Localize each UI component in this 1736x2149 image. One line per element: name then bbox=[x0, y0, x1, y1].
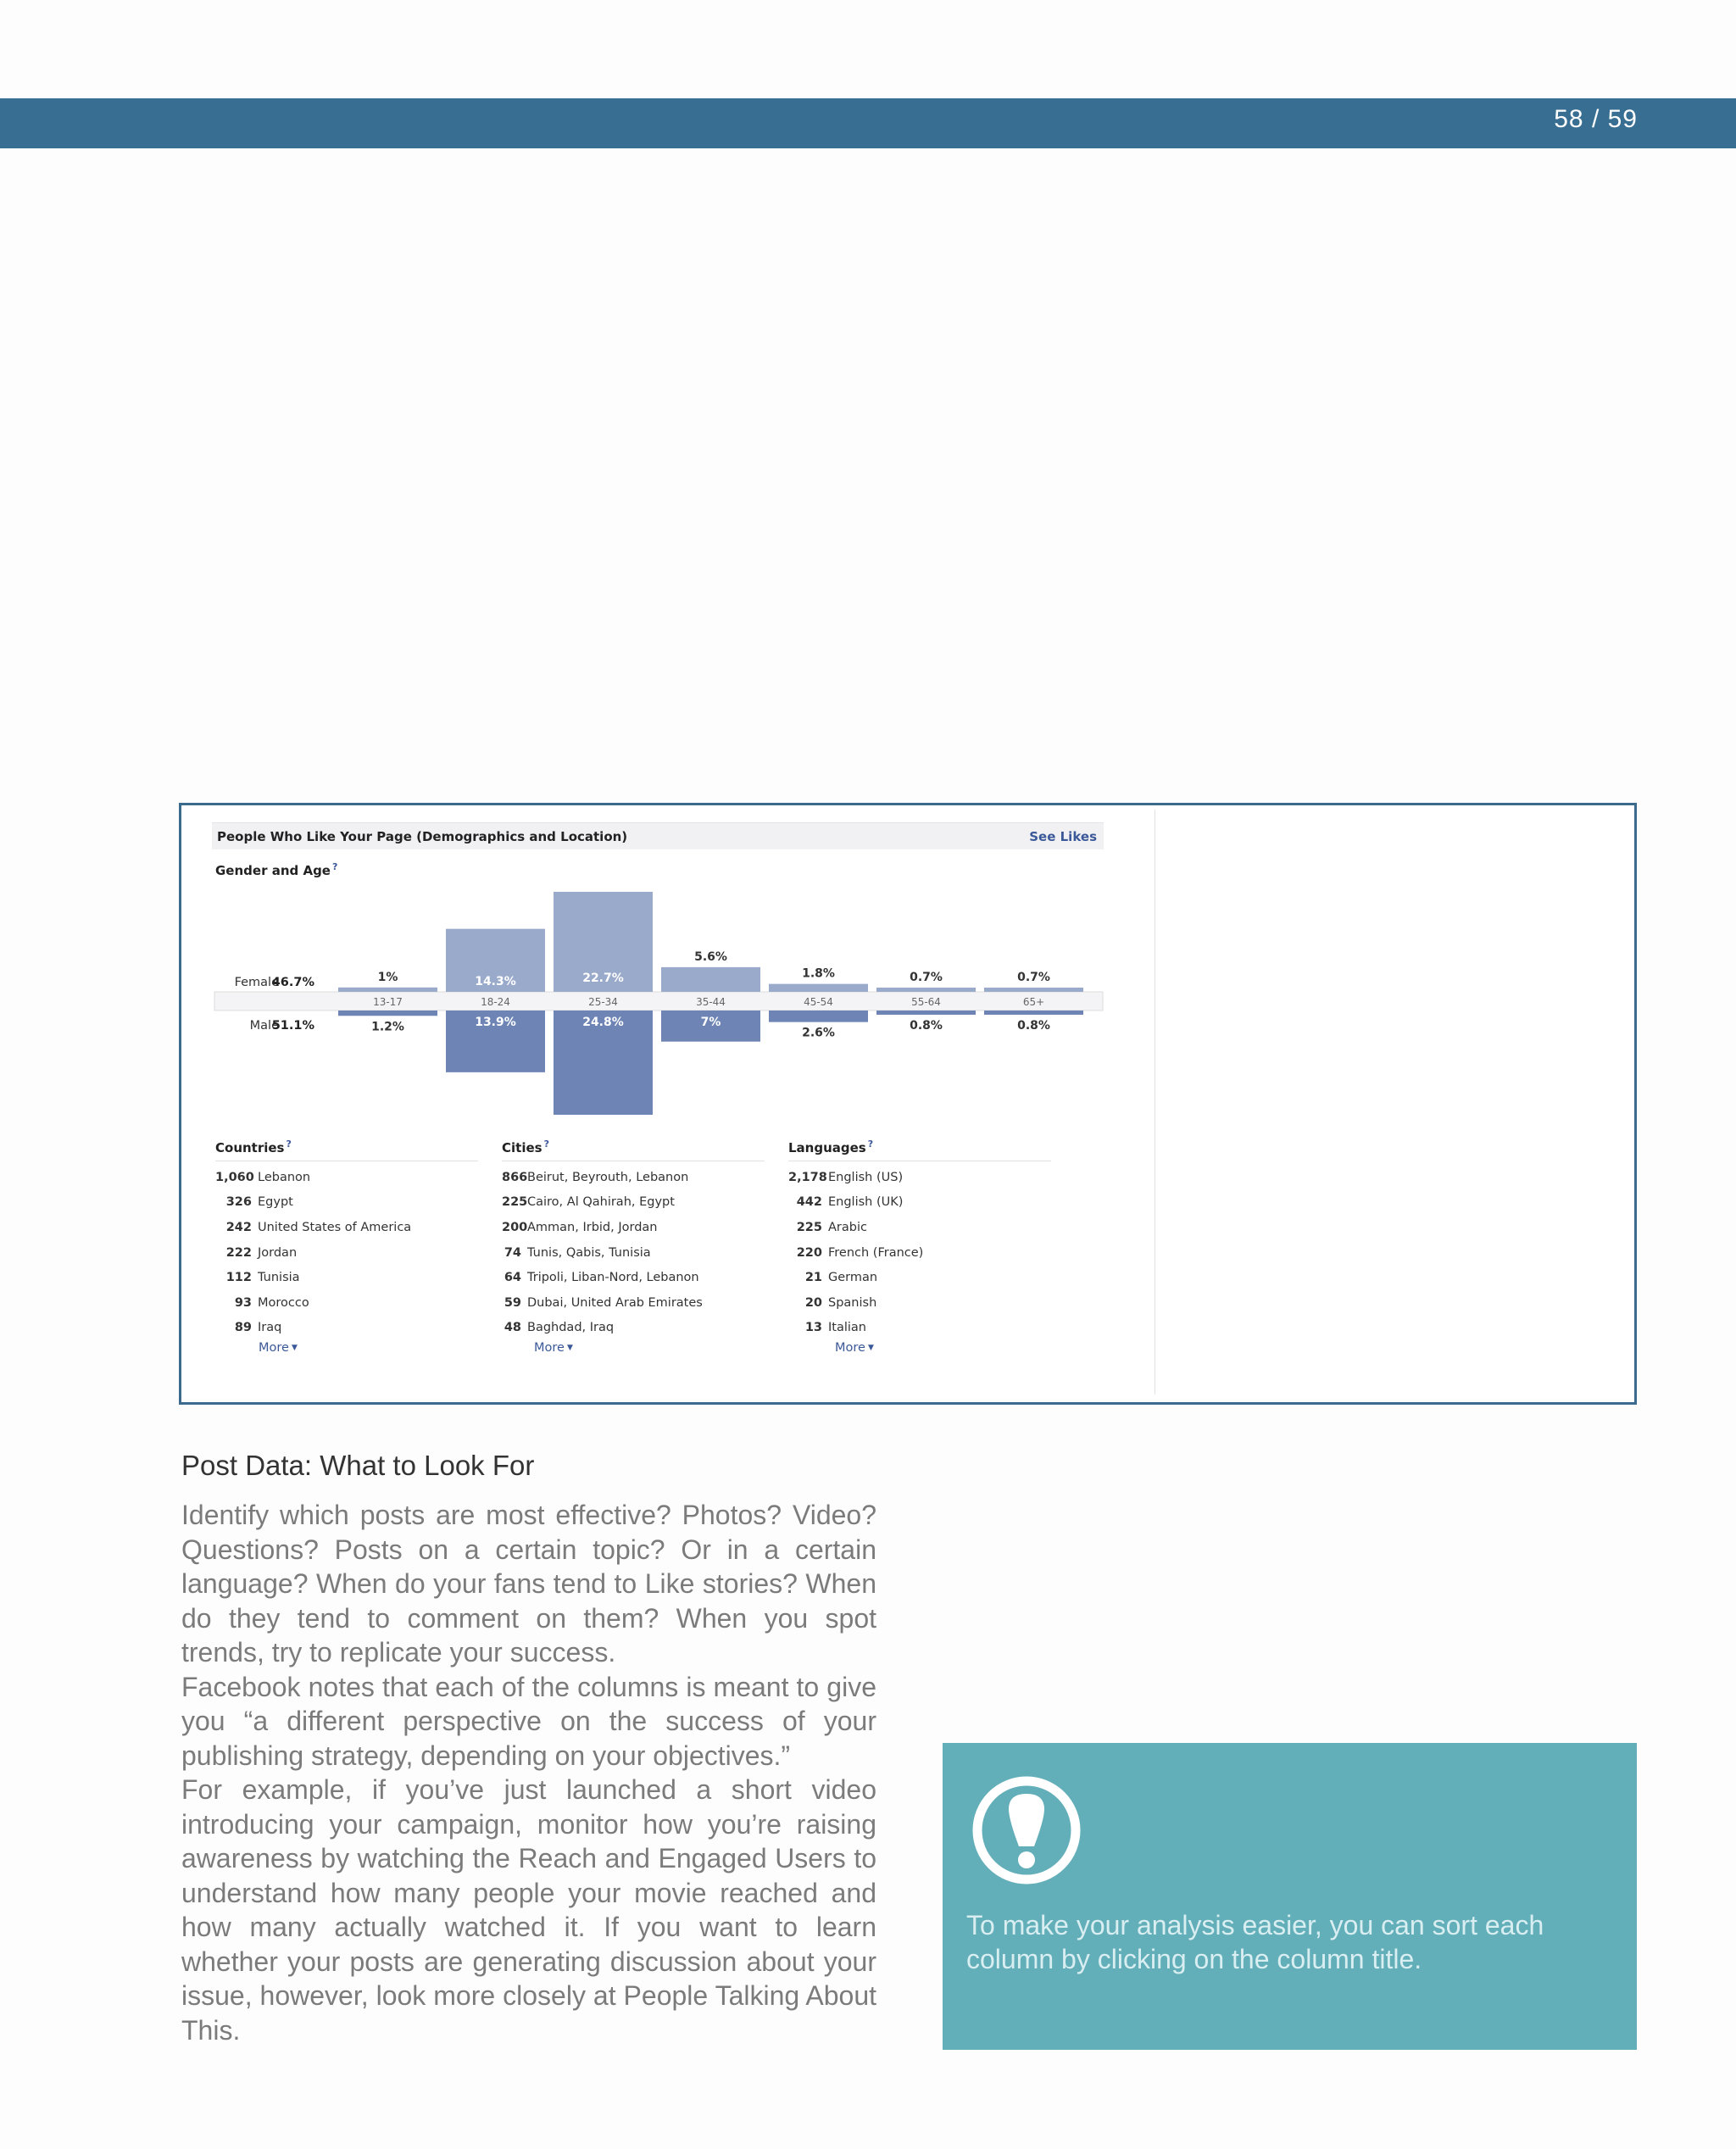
list-item bbox=[788, 1215, 1051, 1240]
male-value-label: 0.8% bbox=[910, 1019, 943, 1033]
row-count: 326 bbox=[225, 1195, 252, 1210]
female-value-label: 1% bbox=[377, 970, 398, 984]
list-item bbox=[788, 1190, 1051, 1216]
list-item bbox=[215, 1316, 478, 1341]
paragraph: For example, if you’ve just launched a short video introducing your campaign, monitor how you’re raising awareness by watching the Reach and Engaged Users to understand how many people your movie reached and how many actually watched it. If you want to learn whether your posts are generating discussion about your issue, however, look more closely at People Talking About This. bbox=[181, 1774, 876, 2046]
male-label: Male bbox=[249, 1019, 279, 1033]
row-name: Baghdad, Iraq bbox=[527, 1321, 615, 1335]
facebook-insights-panel bbox=[211, 810, 1155, 1395]
row-count: 200 bbox=[502, 1220, 528, 1234]
age-tick-label: 18-24 bbox=[481, 996, 510, 1008]
list-item bbox=[788, 1240, 1051, 1266]
countries-list bbox=[215, 1165, 478, 1340]
countries-title: Countries bbox=[215, 1140, 285, 1155]
female-bar bbox=[984, 988, 1083, 992]
cities-column bbox=[502, 1139, 765, 1340]
list-item bbox=[215, 1290, 478, 1316]
help-icon[interactable]: ? bbox=[867, 1139, 874, 1150]
list-item bbox=[502, 1190, 765, 1216]
list-item bbox=[788, 1265, 1051, 1290]
female-value-label: 0.7% bbox=[910, 971, 943, 984]
help-icon[interactable]: ? bbox=[543, 1139, 549, 1150]
row-name: Morocco bbox=[258, 1295, 309, 1310]
cities-more-link[interactable] bbox=[534, 1341, 573, 1355]
caret-down-icon: ▼ bbox=[291, 1344, 298, 1352]
female-value-label: 14.3% bbox=[475, 975, 516, 988]
panel-header bbox=[212, 822, 1104, 849]
gender-age-chart bbox=[211, 860, 1110, 1115]
row-name: Lebanon bbox=[258, 1170, 311, 1184]
row-count: 242 bbox=[225, 1220, 252, 1234]
row-name: Cairo, Al Qahirah, Egypt bbox=[527, 1195, 675, 1210]
male-value-label: 0.8% bbox=[1017, 1019, 1050, 1033]
screenshot-frame bbox=[179, 803, 1637, 1405]
row-count: 1,060 bbox=[215, 1170, 254, 1184]
exclamation-icon bbox=[971, 1775, 1082, 1885]
row-count: 21 bbox=[804, 1271, 822, 1285]
panel-title: People Who Like Your Page (Demographics and Location) bbox=[217, 829, 628, 844]
row-name: Tunis, Qabis, Tunisia bbox=[527, 1245, 651, 1260]
row-name: United States of America bbox=[258, 1220, 412, 1234]
row-count: 89 bbox=[234, 1321, 252, 1335]
countries-column bbox=[215, 1139, 478, 1340]
top-band bbox=[0, 98, 1736, 148]
article-body bbox=[181, 1498, 876, 2047]
row-count: 74 bbox=[504, 1245, 521, 1260]
male-value-label: 7% bbox=[700, 1016, 721, 1029]
countries-header[interactable] bbox=[215, 1139, 478, 1161]
languages-list bbox=[788, 1165, 1051, 1340]
row-name: Dubai, United Arab Emirates bbox=[527, 1295, 703, 1310]
female-bar bbox=[876, 988, 976, 992]
list-item bbox=[502, 1316, 765, 1341]
male-bar bbox=[769, 1010, 868, 1022]
cities-title: Cities bbox=[502, 1140, 542, 1155]
row-count: 442 bbox=[796, 1195, 822, 1210]
see-likes-link[interactable]: See Likes bbox=[1029, 829, 1097, 844]
cities-header[interactable] bbox=[502, 1139, 765, 1161]
row-count: 225 bbox=[502, 1195, 528, 1210]
row-name: Iraq bbox=[258, 1321, 282, 1335]
paragraph: Identify which posts are most effective? Photos? Video? Questions? Posts on a certain topic? Or in a certain language? When do your fans tend to Like stories? When do they tend to comment on them? When you spot trends, try to replicate your success. bbox=[181, 1500, 876, 1667]
tip-text: To make your analysis easier, you can sort each column by clicking on the column title. bbox=[966, 1910, 1544, 1974]
list-item bbox=[502, 1290, 765, 1316]
row-count: 112 bbox=[225, 1271, 252, 1285]
row-name: German bbox=[828, 1271, 878, 1285]
female-value-label: 1.8% bbox=[802, 966, 835, 981]
list-item bbox=[215, 1240, 478, 1266]
age-tick-label: 25-34 bbox=[588, 996, 618, 1008]
languages-column bbox=[788, 1139, 1051, 1340]
help-icon[interactable]: ? bbox=[286, 1139, 292, 1150]
languages-title: Languages bbox=[788, 1140, 866, 1155]
list-item bbox=[502, 1265, 765, 1290]
female-percent: 46.7% bbox=[271, 976, 314, 989]
male-value-label: 24.8% bbox=[582, 1016, 624, 1029]
female-value-label: 22.7% bbox=[582, 972, 624, 985]
row-name: Tunisia bbox=[258, 1271, 300, 1285]
female-label: Female bbox=[234, 976, 279, 989]
row-count: 2,178 bbox=[788, 1170, 827, 1184]
age-tick-label: 13-17 bbox=[373, 996, 403, 1008]
row-name: Italian bbox=[828, 1321, 866, 1335]
male-bar bbox=[876, 1010, 976, 1015]
row-count: 220 bbox=[796, 1245, 822, 1260]
help-icon[interactable]: ? bbox=[331, 861, 338, 872]
paragraph: Facebook notes that each of the columns is meant to give you “a different perspective on the success of your publishing strategy, depending on your objectives.” bbox=[181, 1671, 876, 1771]
row-count: 866 bbox=[502, 1170, 528, 1184]
female-bar bbox=[338, 988, 437, 992]
list-item bbox=[788, 1316, 1051, 1341]
row-count: 13 bbox=[804, 1321, 822, 1335]
more-label: More bbox=[534, 1341, 565, 1355]
list-item bbox=[788, 1165, 1051, 1190]
row-name: Jordan bbox=[258, 1245, 298, 1260]
list-item bbox=[502, 1240, 765, 1266]
age-axis-band bbox=[214, 992, 1103, 1010]
section-heading: Post Data: What to Look For bbox=[181, 1450, 535, 1481]
more-label: More bbox=[835, 1341, 865, 1355]
row-count: 64 bbox=[504, 1271, 521, 1285]
row-name: Beirut, Beyrouth, Lebanon bbox=[527, 1170, 689, 1184]
female-bar bbox=[661, 967, 760, 992]
list-item bbox=[215, 1165, 478, 1190]
male-value-label: 1.2% bbox=[371, 1020, 404, 1034]
row-name: Tripoli, Liban-Nord, Lebanon bbox=[527, 1271, 699, 1285]
female-bar bbox=[769, 984, 868, 992]
male-value-label: 13.9% bbox=[475, 1016, 516, 1029]
row-name: French (France) bbox=[828, 1245, 924, 1260]
page-number: 58 / 59 bbox=[1554, 105, 1638, 133]
row-count: 20 bbox=[804, 1295, 822, 1310]
female-value-label: 0.7% bbox=[1017, 971, 1050, 984]
row-name: English (UK) bbox=[828, 1195, 904, 1210]
row-count: 225 bbox=[796, 1220, 822, 1234]
more-label: More bbox=[259, 1341, 289, 1355]
male-percent: 51.1% bbox=[271, 1019, 314, 1033]
male-bar bbox=[338, 1010, 437, 1016]
row-name: Arabic bbox=[828, 1220, 867, 1234]
tip-box bbox=[943, 1743, 1637, 2050]
list-item bbox=[215, 1215, 478, 1240]
languages-more-link[interactable] bbox=[835, 1341, 874, 1355]
row-count: 59 bbox=[504, 1295, 521, 1310]
languages-header[interactable] bbox=[788, 1139, 1051, 1161]
row-count: 93 bbox=[234, 1295, 252, 1310]
male-value-label: 2.6% bbox=[802, 1026, 835, 1040]
age-tick-label: 65+ bbox=[1022, 996, 1045, 1008]
list-item bbox=[788, 1290, 1051, 1316]
countries-more-link[interactable] bbox=[259, 1341, 298, 1355]
list-item bbox=[215, 1265, 478, 1290]
row-count: 222 bbox=[225, 1245, 252, 1260]
age-tick-label: 45-54 bbox=[804, 996, 833, 1008]
list-item bbox=[502, 1215, 765, 1240]
male-bar bbox=[984, 1010, 1083, 1015]
age-tick-label: 55-64 bbox=[911, 996, 941, 1008]
cities-list bbox=[502, 1165, 765, 1340]
age-tick-label: 35-44 bbox=[696, 996, 726, 1008]
row-name: Spanish bbox=[828, 1295, 877, 1310]
gender-age-text: Gender and Age bbox=[215, 863, 331, 878]
row-name: English (US) bbox=[828, 1170, 904, 1184]
female-value-label: 5.6% bbox=[694, 949, 727, 964]
caret-down-icon: ▼ bbox=[566, 1344, 573, 1352]
row-name: Egypt bbox=[258, 1195, 293, 1210]
caret-down-icon: ▼ bbox=[867, 1344, 874, 1352]
row-name: Amman, Irbid, Jordan bbox=[527, 1220, 658, 1234]
list-item bbox=[215, 1190, 478, 1216]
list-item bbox=[502, 1165, 765, 1190]
row-count: 48 bbox=[504, 1321, 521, 1335]
